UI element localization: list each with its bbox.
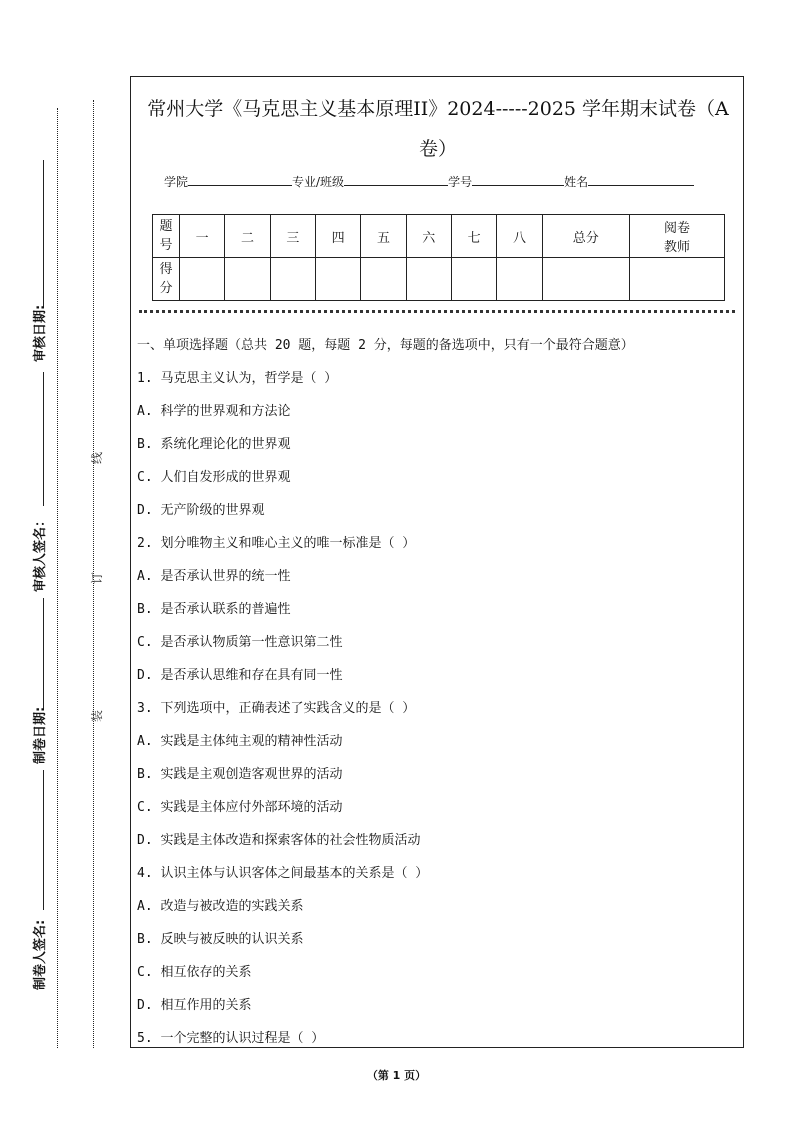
student-id-label: 学号: [448, 175, 473, 189]
option-item: C. 实践是主体应付外部环境的活动: [137, 800, 343, 815]
section-separator: [139, 310, 735, 313]
name-field[interactable]: [588, 173, 694, 186]
header-col-1: 一: [180, 215, 225, 258]
paper-maker-signature-label: 制卷人签名:: [33, 919, 48, 990]
header-col-4: 四: [315, 215, 360, 258]
exam-title: [131, 89, 745, 169]
signature-line-4: [43, 770, 44, 910]
college-label: 学院: [164, 175, 189, 189]
student-id-field[interactable]: [472, 173, 564, 186]
score-table-score-row: [153, 258, 725, 301]
section-heading: 一、单项选择题（总共 20 题，每题 2 分，每题的备选项中，只有一个最符合题意）: [137, 338, 634, 353]
option-item: A. 实践是主体纯主观的精神性活动: [137, 734, 343, 749]
option-item: D. 是否承认思维和存在具有同一性: [137, 668, 343, 683]
binding-mark-staple: 订: [90, 571, 104, 584]
score-cell[interactable]: [451, 258, 496, 301]
exam-title-line-1: 常州大学《马克思主义基本原理II》2024-----2025 学年期末试卷（A: [147, 98, 729, 120]
score-table: [152, 214, 725, 301]
score-cell-grader[interactable]: [630, 258, 725, 301]
score-cell[interactable]: [406, 258, 451, 301]
score-cell[interactable]: [315, 258, 360, 301]
paper-date-label: 制卷日期:: [33, 706, 48, 764]
student-info-row: [164, 173, 694, 190]
review-date-label: 审核日期:: [33, 304, 48, 362]
page-number: （第 1 页）: [366, 1069, 427, 1082]
option-item: D. 无产阶级的世界观: [137, 503, 265, 518]
questions-content: [137, 329, 737, 1055]
exam-title-line-2: 卷）: [418, 138, 457, 160]
option-item: C. 人们自发形成的世界观: [137, 470, 291, 485]
binding-mark-bind: 装: [90, 709, 104, 722]
score-cell[interactable]: [497, 258, 542, 301]
binding-dotted-line-outer: [57, 108, 58, 1048]
option-item: B. 实践是主观创造客观世界的活动: [137, 767, 343, 782]
exam-frame: [130, 76, 744, 1048]
score-cell[interactable]: [270, 258, 315, 301]
header-col-5: 五: [361, 215, 406, 258]
question-stem: 2. 划分唯物主义和唯心主义的唯一标准是（ ）: [137, 536, 416, 551]
question-number-label: 题 号: [153, 215, 180, 258]
signature-line-2: [43, 372, 44, 506]
score-table-header-row: [153, 215, 725, 258]
option-item: A. 改造与被改造的实践关系: [137, 899, 304, 914]
score-label: 得 分: [153, 258, 180, 301]
header-col-8: 八: [497, 215, 542, 258]
option-item: A. 科学的世界观和方法论: [137, 404, 291, 419]
score-cell[interactable]: [361, 258, 406, 301]
header-col-7: 七: [451, 215, 496, 258]
option-item: B. 系统化理论化的世界观: [137, 437, 291, 452]
option-item: B. 是否承认联系的普遍性: [137, 602, 291, 617]
header-col-6: 六: [406, 215, 451, 258]
option-item: C. 相互依存的关系: [137, 965, 252, 980]
signature-line-3: [43, 598, 44, 710]
score-cell-total[interactable]: [542, 258, 629, 301]
question-stem: 5. 一个完整的认识过程是（ ）: [137, 1031, 325, 1046]
header-col-total: 总分: [542, 215, 629, 258]
score-cell[interactable]: [225, 258, 270, 301]
header-col-grader: 阅卷 教师: [630, 215, 725, 258]
header-col-3: 三: [270, 215, 315, 258]
option-item: D. 相互作用的关系: [137, 998, 252, 1013]
question-stem: 3. 下列选项中，正确表述了实践含义的是（ ）: [137, 701, 416, 716]
binding-mark-line: 线: [90, 451, 104, 464]
score-cell[interactable]: [180, 258, 225, 301]
question-stem: 4. 认识主体与认识客体之间最基本的关系是（ ）: [137, 866, 429, 881]
name-label: 姓名: [564, 175, 589, 189]
major-class-field[interactable]: [344, 173, 448, 186]
option-item: D. 实践是主体改造和探索客体的社会性物质活动: [137, 833, 421, 848]
header-col-2: 二: [225, 215, 270, 258]
option-item: C. 是否承认物质第一性意识第二性: [137, 635, 343, 650]
binding-margin: [0, 0, 128, 1122]
reviewer-signature-label: 审核人签名：: [33, 513, 48, 592]
question-stem: 1. 马克思主义认为，哲学是（ ）: [137, 371, 338, 386]
college-field[interactable]: [188, 173, 292, 186]
option-item: A. 是否承认世界的统一性: [137, 569, 291, 584]
option-item: B. 反映与被反映的认识关系: [137, 932, 304, 947]
major-class-label: 专业/班级: [292, 175, 345, 189]
signature-line-1: [43, 160, 44, 308]
